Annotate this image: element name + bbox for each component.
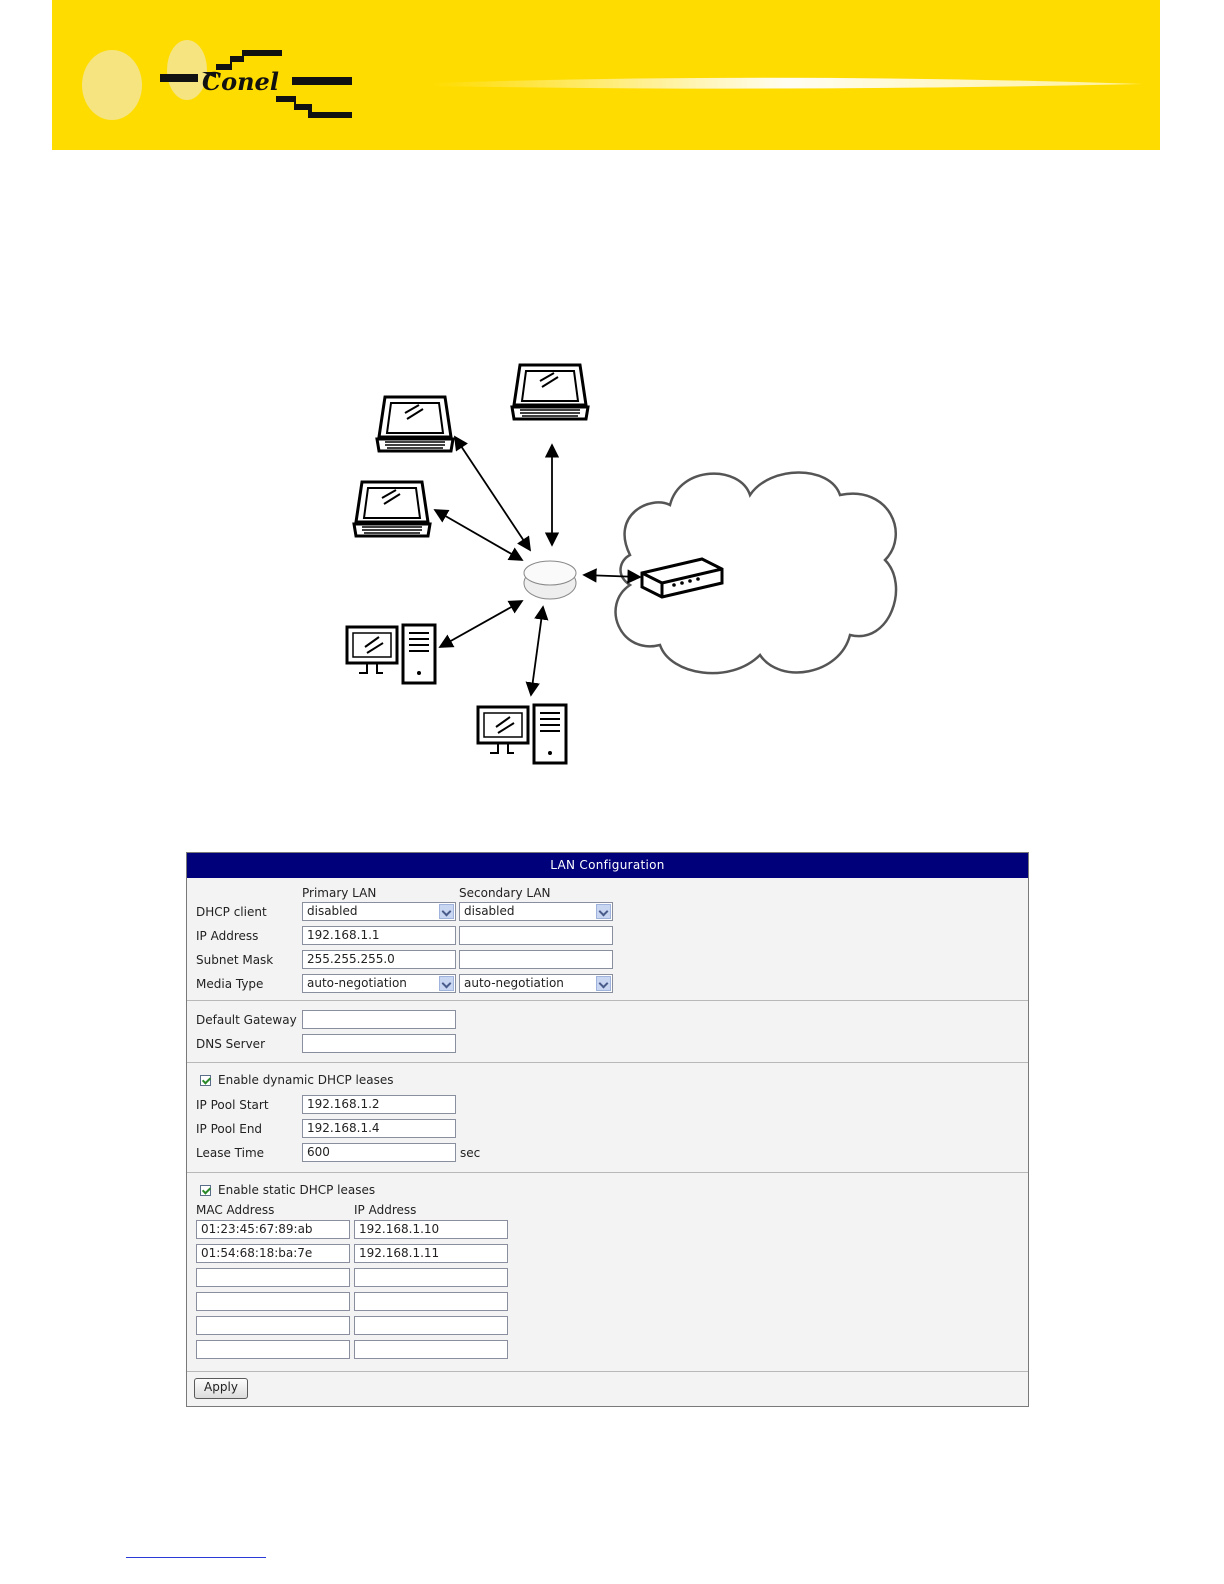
enable-static-dhcp-checkbox[interactable]: [200, 1185, 211, 1196]
ip-address-label: IP Address: [196, 929, 259, 943]
dynamic-dhcp-section: [187, 1063, 1028, 1173]
primary-media-type-value: auto-negotiation: [307, 976, 407, 990]
static-ip-input[interactable]: 192.168.1.11: [354, 1244, 508, 1263]
desktop-computer-icon: [478, 705, 566, 763]
actions-row: [187, 1372, 1028, 1406]
footer-link-line: [126, 1557, 266, 1558]
static-ip-input[interactable]: 192.168.1.10: [354, 1220, 508, 1239]
static-ip-input[interactable]: [354, 1316, 508, 1335]
secondary-subnet-mask-input[interactable]: [459, 950, 613, 969]
primary-media-type-select[interactable]: [302, 974, 456, 993]
dhcp-client-label: DHCP client: [196, 905, 267, 919]
ip-pool-end-label: IP Pool End: [196, 1122, 263, 1136]
lan-configuration-panel: [186, 852, 1029, 1407]
primary-dhcp-client-value: disabled: [307, 904, 358, 918]
static-ip-input[interactable]: [354, 1340, 508, 1359]
static-mac-input[interactable]: [196, 1268, 350, 1287]
media-type-label: Media Type: [196, 977, 264, 991]
primary-ip-address-input[interactable]: 192.168.1.1: [302, 926, 456, 945]
default-gateway-input[interactable]: [302, 1010, 456, 1029]
chevron-down-icon: [596, 976, 611, 991]
primary-dhcp-client-select[interactable]: [302, 902, 456, 921]
static-mac-input[interactable]: [196, 1292, 350, 1311]
default-gateway-label: Default Gateway: [196, 1013, 297, 1027]
network-diagram: [330, 355, 910, 775]
apply-button[interactable]: Apply: [194, 1378, 248, 1399]
primary-subnet-mask-input[interactable]: 255.255.255.0: [302, 950, 456, 969]
secondary-ip-address-input[interactable]: [459, 926, 613, 945]
desktop-computer-icon: [347, 625, 435, 683]
static-mac-input[interactable]: 01:54:68:18:ba:7e: [196, 1244, 350, 1263]
chevron-down-icon: [439, 904, 454, 919]
enable-dynamic-dhcp-checkbox[interactable]: [200, 1075, 211, 1086]
secondary-media-type-value: auto-negotiation: [464, 976, 564, 990]
panel-title: LAN Configuration: [187, 853, 1028, 878]
secondary-dhcp-client-value: disabled: [464, 904, 515, 918]
laptop-icon: [512, 365, 588, 419]
enable-dynamic-dhcp-label: Enable dynamic DHCP leases: [218, 1073, 394, 1087]
static-mac-input[interactable]: [196, 1316, 350, 1335]
conel-logo: [52, 0, 1160, 150]
switch-hub-icon: [524, 561, 576, 599]
dns-server-label: DNS Server: [196, 1037, 265, 1051]
mac-address-header: MAC Address: [196, 1203, 275, 1217]
ip-pool-end-input[interactable]: 192.168.1.4: [302, 1119, 456, 1138]
primary-lan-header: Primary LAN: [302, 886, 377, 900]
ip-address-header: IP Address: [354, 1203, 417, 1217]
static-dhcp-section: [187, 1173, 1028, 1372]
gateway-section: [187, 1001, 1028, 1063]
static-ip-input[interactable]: [354, 1292, 508, 1311]
header-banner: [52, 0, 1160, 150]
ip-pool-start-input[interactable]: 192.168.1.2: [302, 1095, 456, 1114]
laptop-icon: [377, 397, 453, 451]
secondary-lan-header: Secondary LAN: [459, 886, 551, 900]
laptop-icon: [354, 482, 430, 536]
interfaces-section: [187, 878, 1028, 1001]
enable-static-dhcp-label: Enable static DHCP leases: [218, 1183, 376, 1197]
dns-server-input[interactable]: [302, 1034, 456, 1053]
subnet-mask-label: Subnet Mask: [196, 953, 274, 967]
static-mac-input[interactable]: 01:23:45:67:89:ab: [196, 1220, 350, 1239]
ip-pool-start-label: IP Pool Start: [196, 1098, 269, 1112]
static-mac-input[interactable]: [196, 1340, 350, 1359]
chevron-down-icon: [439, 976, 454, 991]
static-ip-input[interactable]: [354, 1268, 508, 1287]
logo-text: Conel: [202, 67, 279, 96]
chevron-down-icon: [596, 904, 611, 919]
lease-time-unit: sec: [460, 1146, 481, 1160]
secondary-dhcp-client-select[interactable]: [459, 902, 613, 921]
lease-time-label: Lease Time: [196, 1146, 265, 1160]
lease-time-input[interactable]: 600: [302, 1143, 456, 1162]
secondary-media-type-select[interactable]: [459, 974, 613, 993]
